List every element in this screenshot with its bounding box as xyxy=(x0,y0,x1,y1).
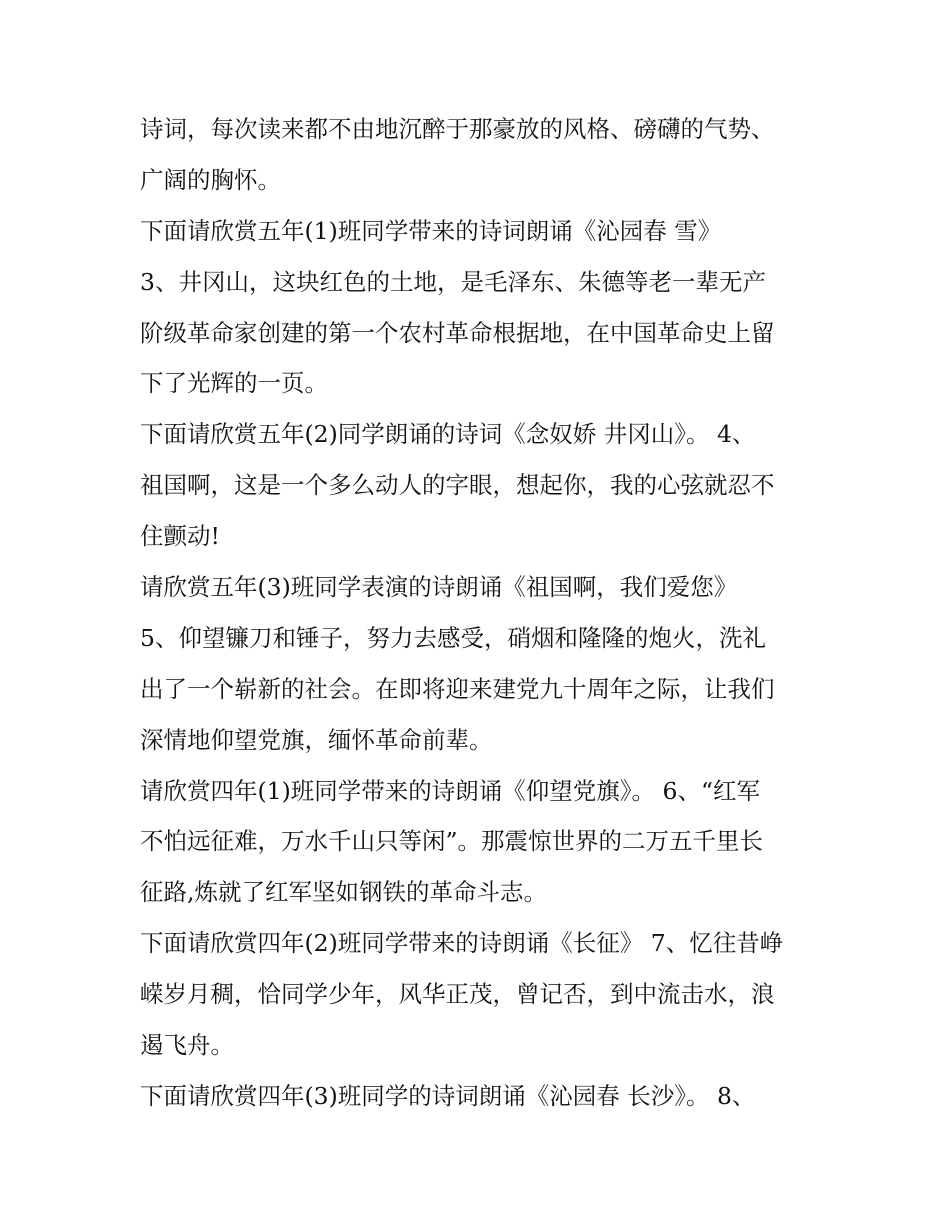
text-line: 诗词，每次读来都不由地沉醉于那豪放的风格、磅礴的气势、 xyxy=(140,115,775,143)
text-line: 不怕远征难，万水千山只等闲”。那震惊世界的二万五千里长 xyxy=(140,827,764,856)
text-line: 下面请欣赏五年(1)班同学带来的诗词朗诵《沁园春 雪》 xyxy=(140,216,722,245)
text-line: 祖国啊，这是一个多么动人的字眼，想起你，我的心弦就忍不 xyxy=(140,471,775,500)
body-text xyxy=(140,104,830,1122)
text-line: 遏飞舟。 xyxy=(140,1031,234,1060)
text-line: 下面请欣赏四年(2)班同学带来的诗朗诵《长征》 7、忆往昔峥 xyxy=(140,929,784,958)
text-line: 嵘岁月稠，恰同学少年，风华正茂，曾记否，到中流击水，浪 xyxy=(140,980,775,1009)
text-line: 下了光辉的一页。 xyxy=(140,369,328,398)
text-line: 阶级革命家创建的第一个农村革命根据地，在中国革命史上留 xyxy=(140,318,775,347)
text-line: 请欣赏四年(1)班同学带来的诗朗诵《仰望党旗》。 6、“红军 xyxy=(140,776,760,805)
text-line: 广阔的胸怀。 xyxy=(140,165,281,194)
text-line: 深情地仰望党旗，缅怀革命前辈。 xyxy=(140,725,493,754)
text-line: 3、井冈山，这块红色的土地，是毛泽东、朱德等老一辈无产 xyxy=(140,267,766,296)
text-line: 出了一个崭新的社会。在即将迎来建党九十周年之际，让我们 xyxy=(140,674,775,703)
text-line: 征路,炼就了红军坚如钢铁的革命斗志。 xyxy=(140,878,547,907)
text-line: 下面请欣赏四年(3)班同学的诗词朗诵《沁园春 长沙》。 8、 xyxy=(140,1081,756,1110)
text-line: 5、仰望镰刀和锤子，努力去感受，硝烟和隆隆的炮火，洗礼 xyxy=(140,623,766,652)
text-line: 住颤动! xyxy=(140,522,220,551)
text-line: 请欣赏五年(3)班同学表演的诗朗诵《祖国啊，我们爱您》 xyxy=(140,573,738,602)
text-line: 下面请欣赏五年(2)同学朗诵的诗词《念奴娇 井冈山》。 4、 xyxy=(140,420,756,449)
